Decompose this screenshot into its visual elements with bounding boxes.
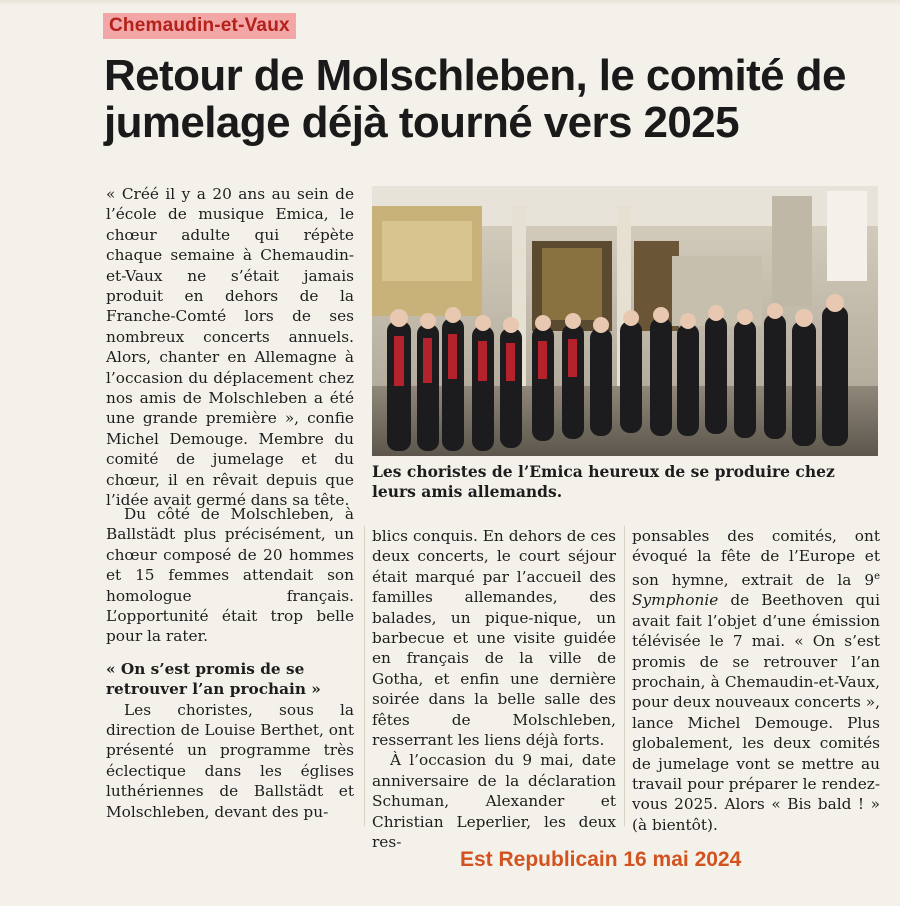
column-divider (624, 526, 625, 826)
paragraph-choristes: Les choristes, sous la direction de Louise Berthet, ont présenté un programme très éclectique dans les églises luthériennes de Ballstädt et Molschleben, devant des pu- (106, 700, 354, 821)
section-label: Chemaudin-et-Vaux (103, 13, 296, 39)
article-column-1-continued (106, 504, 354, 822)
paragraph-ballstadt: Du côté de Molschleben, à Ballstädt plus précisément, un chœur composé de 20 hommes et 15 femmes attendait son homologue français. L’opportunité était trop belle pour la rater. (106, 505, 354, 646)
article-column-1 (106, 184, 354, 511)
text-fragment: de Beethoven qui avait fait l’objet d’une émission télévisée le 7 mai. « On s’est promis de se retrouver l’an prochain, à Chemaudin-et-Vaux, pour deux nouveaux concerts », lance Michel Demouge. Plus globalement, les deux comités de jumelage vont se mettre au travail pour préparer le rendez-vous 2025. Alors « Bis bald ! » (à bientôt). (632, 591, 880, 834)
article-column-3 (632, 526, 880, 835)
photo-caption: Les choristes de l’Emica heureux de se produire chez leurs amis allemands. (372, 462, 835, 501)
paragraph-conclusion (632, 526, 880, 835)
paragraph-sejour: blics conquis. En dehors de ces deux concerts, le court séjour était marqué par l’accueil des familles allemandes, des balades, un pique-nique, un barbecue et une visite guidée en français de la ville de Gotha, et enfin une dernière soirée dans la belle salle des fêtes de Molschleben, resserrant les liens déjà forts. (372, 527, 616, 750)
source-credit: Est Republicain 16 mai 2024 (460, 848, 742, 871)
ordinal-suffix: e (874, 570, 880, 582)
column-divider (364, 526, 365, 826)
intertitle: « On s’est promis de se retrouver l’an prochain » (106, 659, 321, 699)
ordinal-number: 9 (864, 570, 875, 589)
choir-photo (372, 186, 878, 456)
page-top-edge (0, 0, 900, 6)
article-column-2 (372, 526, 616, 853)
text-fragment: ponsables des comités, ont évoqué la fête de l’Europe et son hymne, extrait de la (632, 527, 880, 589)
symphony-title: Symphonie (632, 591, 719, 610)
headline: Retour de Molschleben, le comité de jumelage déjà tourné vers 2025 (104, 51, 846, 147)
choir-photo-illustration (372, 186, 878, 456)
paragraph-intro: « Créé il y a 20 ans au sein de l’école de musique Emica, le chœur adulte qui répète chaque semaine à Chemaudin-et-Vaux ne s’était jamais produit en dehors de la Franche-Comté lors de ses nombreux concerts annuels. Alors, chanter en Allemagne à l’occasion du déplacement chez nos amis de Molschleben a été une grande première », confie Michel Demouge. Membre du comité de jumelage et du chœur, il en rêvait depuis que l’idée avait germé dans sa tête. (106, 185, 354, 510)
paragraph-9-mai: À l’occasion du 9 mai, date anniversaire de la déclaration Schuman, Alexander et Christian Leperlier, les deux res- (372, 751, 616, 852)
